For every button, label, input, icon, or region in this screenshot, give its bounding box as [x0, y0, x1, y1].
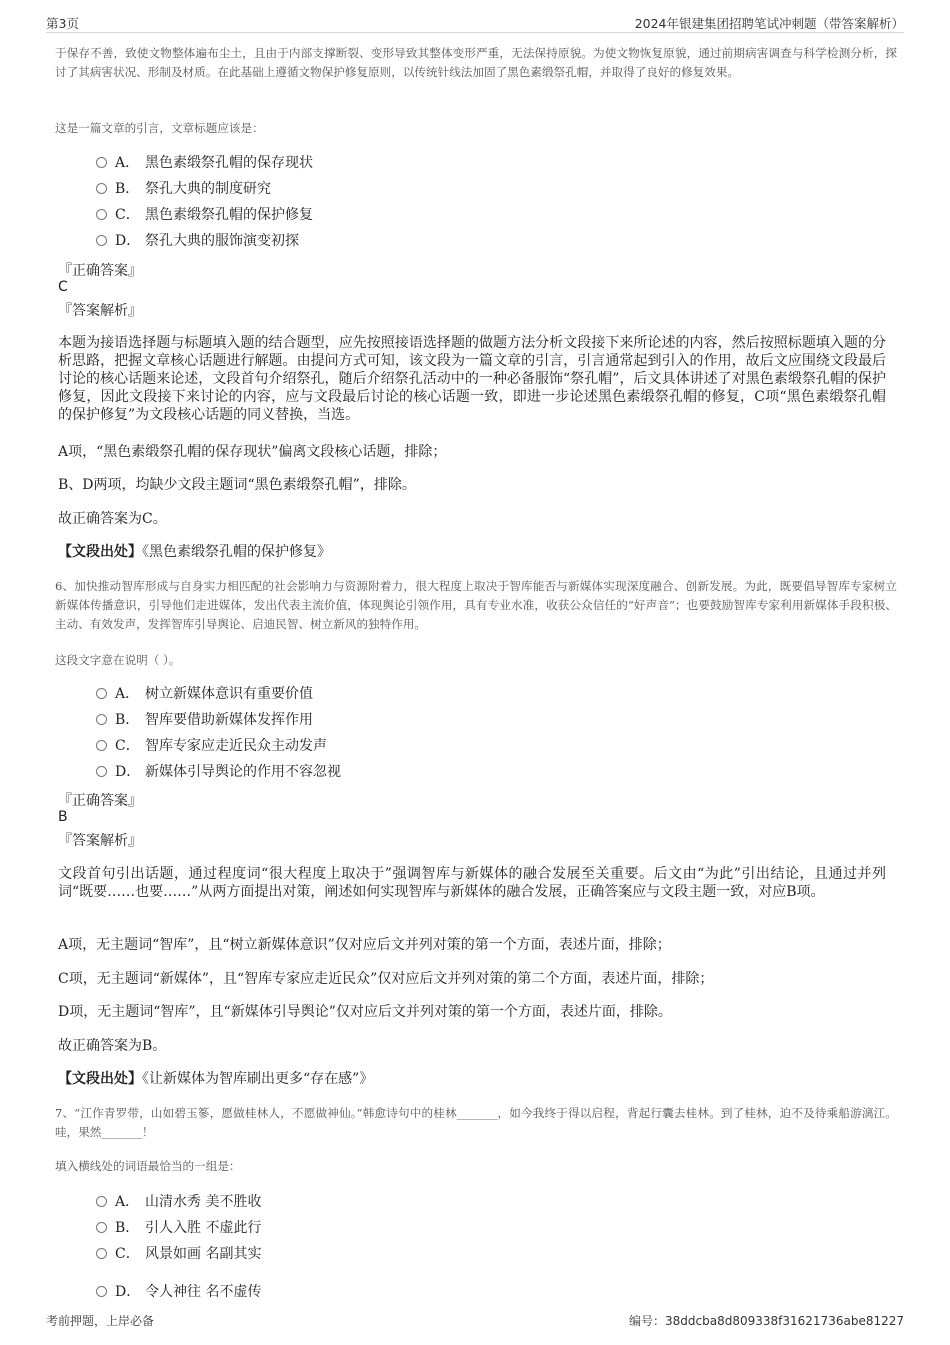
page-number: 第3页: [46, 16, 79, 31]
q6-source: 【文段出处】《让新媒体为智库刷出更多“存在感”》: [58, 1071, 374, 1087]
q5-source: 【文段出处】《黑色素缎祭孔帽的保护修复》: [58, 544, 331, 560]
q7-option-b[interactable]: B． 引人入胜 不虚此行: [96, 1218, 261, 1238]
q5-option-c[interactable]: C． 黑色素缎祭孔帽的保护修复: [96, 205, 313, 225]
q6-line-c: C项，无主题词“新媒体”，且“智库专家应走近民众”仅对应后文并列对策的第二个方面，表述片面，排除；: [58, 971, 714, 987]
q7-option-c[interactable]: C． 风景如画 名副其实: [96, 1244, 261, 1264]
q6-analysis-label: 『答案解析』: [58, 833, 142, 849]
document-title: 2024年银建集团招聘笔试冲刺题（带答案解析）: [634, 16, 904, 31]
radio-icon[interactable]: [96, 1196, 107, 1207]
radio-icon[interactable]: [96, 714, 107, 725]
page-header: [46, 14, 904, 33]
radio-icon[interactable]: [96, 740, 107, 751]
radio-icon[interactable]: [96, 688, 107, 699]
document-code: 编号：38ddcba8d809338f31621736abe81227: [629, 1314, 904, 1328]
footer-slogan: 考前押题，上岸必备: [46, 1314, 155, 1328]
radio-icon[interactable]: [96, 157, 107, 168]
q6-option-a[interactable]: A． 树立新媒体意识有重要价值: [96, 684, 313, 704]
q7-option-a[interactable]: A． 山清水秀 美不胜收: [96, 1192, 261, 1212]
q5-option-d[interactable]: D． 祭孔大典的服饰演变初探: [96, 231, 299, 251]
q6-analysis: 文段首句引出话题，通过程度词“很大程度上取决于”强调智库与新媒体的融合发展至关重要。后文由“为此”引出结论，且通过并列词“既要……也要……”从两方面提出对策，阐述如何实现智库与新媒体的融合发展，正确答案应与文段主题一致，对应B项。: [58, 866, 886, 900]
radio-icon[interactable]: [96, 1248, 107, 1259]
radio-icon[interactable]: [96, 235, 107, 246]
q6-prompt: 这段文字意在说明（ ）。: [55, 653, 181, 667]
radio-icon[interactable]: [96, 1286, 107, 1297]
q5-line-bd: B、D两项，均缺少文段主题词“黑色素缎祭孔帽”，排除。: [58, 477, 416, 493]
q6-option-c[interactable]: C． 智库专家应走近民众主动发声: [96, 736, 327, 756]
q5-answer-label: 『正确答案』: [58, 263, 142, 279]
q6-stem: 6、加快推动智库形成与自身实力相匹配的社会影响力与资源附着力，很大程度上取决于智库能否与新媒体实现深度融合、创新发展。为此，既要倡导智库专家树立新媒体传播意识，引导他们走进媒体，发出代表主流价值，体现舆论引领作用，具有专业水准，收获公众信任的“好声音”；也要鼓励智库专家利用新媒体手段积极、主动、有效发声，发挥智库引导舆论、启迪民智、树立新风的独特作用。: [55, 579, 897, 631]
q6-option-d[interactable]: D． 新媒体引导舆论的作用不容忽视: [96, 762, 341, 782]
q6-answer: B: [58, 809, 68, 825]
q5-passage-tail: 于保存不善，致使文物整体遍布尘土，且由于内部支撑断裂、变形导致其整体变形严重，无法保持原貌。为使文物恢复原貌，通过前期病害调查与科学检测分析，探讨了其病害状况、形制及材质。在此基础上遵循文物保护修复原则，以传统针线法加固了黑色素缎祭孔帽，并取得了良好的修复效果。: [55, 46, 897, 79]
q5-option-a[interactable]: A． 黑色素缎祭孔帽的保存现状: [96, 153, 313, 173]
q5-conclusion: 故正确答案为C。: [58, 511, 167, 527]
q5-option-b[interactable]: B． 祭孔大典的制度研究: [96, 179, 271, 199]
q5-line-a: A项，“黑色素缎祭孔帽的保存现状”偏离文段核心话题，排除；: [58, 444, 447, 460]
radio-icon[interactable]: [96, 766, 107, 777]
q6-answer-label: 『正确答案』: [58, 793, 142, 809]
q7-prompt: 填入横线处的词语最恰当的一组是：: [55, 1159, 241, 1173]
q5-prompt: 这是一篇文章的引言，文章标题应该是：: [55, 121, 264, 135]
radio-icon[interactable]: [96, 183, 107, 194]
page-footer: [46, 1312, 904, 1332]
q5-analysis: 本题为接语选择题与标题填入题的结合题型，应先按照接语选择题的做题方法分析文段接下来所论述的内容，然后按照标题填入题的分析思路，把握文章核心话题进行解题。由提问方式可知，该文段为一篇文章的引言，引言通常起到引入的作用，故后文应围绕文段最后讨论的核心话题来论述，文段首句介绍祭孔，随后介绍祭孔活动中的一种必备服饰“祭孔帽”，后文具体讲述了对黑色素缎祭孔帽的保护修复，因此文段接下来讨论的内容，应与文段最后讨论的核心话题一致，即进一步论述黑色素缎祭孔帽的修复，C项“黑色素缎祭孔帽的保护修复”为文段核心话题的同义替换，当选。: [58, 335, 886, 423]
q6-conclusion: 故正确答案为B。: [58, 1038, 167, 1054]
q7-stem: 7、“江作青罗带，山如碧玉篸，愿做桂林人，不愿做神仙。”韩愈诗句中的桂林_______，如今我终于得以启程，背起行囊去桂林。到了桂林，迫不及待乘船游漓江。哇，果然_______！: [55, 1106, 897, 1139]
q6-option-b[interactable]: B． 智库要借助新媒体发挥作用: [96, 710, 313, 730]
q6-line-d: D项，无主题词“智库”，且“新媒体引导舆论”仅对应后文并列对策的第一个方面，表述片面，排除。: [58, 1004, 672, 1020]
q6-line-a: A项，无主题词“智库”，且“树立新媒体意识”仅对应后文并列对策的第一个方面，表述片面，排除；: [58, 937, 671, 953]
q7-option-d[interactable]: D． 令人神往 名不虚传: [96, 1282, 261, 1302]
radio-icon[interactable]: [96, 1222, 107, 1233]
radio-icon[interactable]: [96, 209, 107, 220]
q5-analysis-label: 『答案解析』: [58, 303, 142, 319]
q5-answer: C: [58, 279, 68, 295]
